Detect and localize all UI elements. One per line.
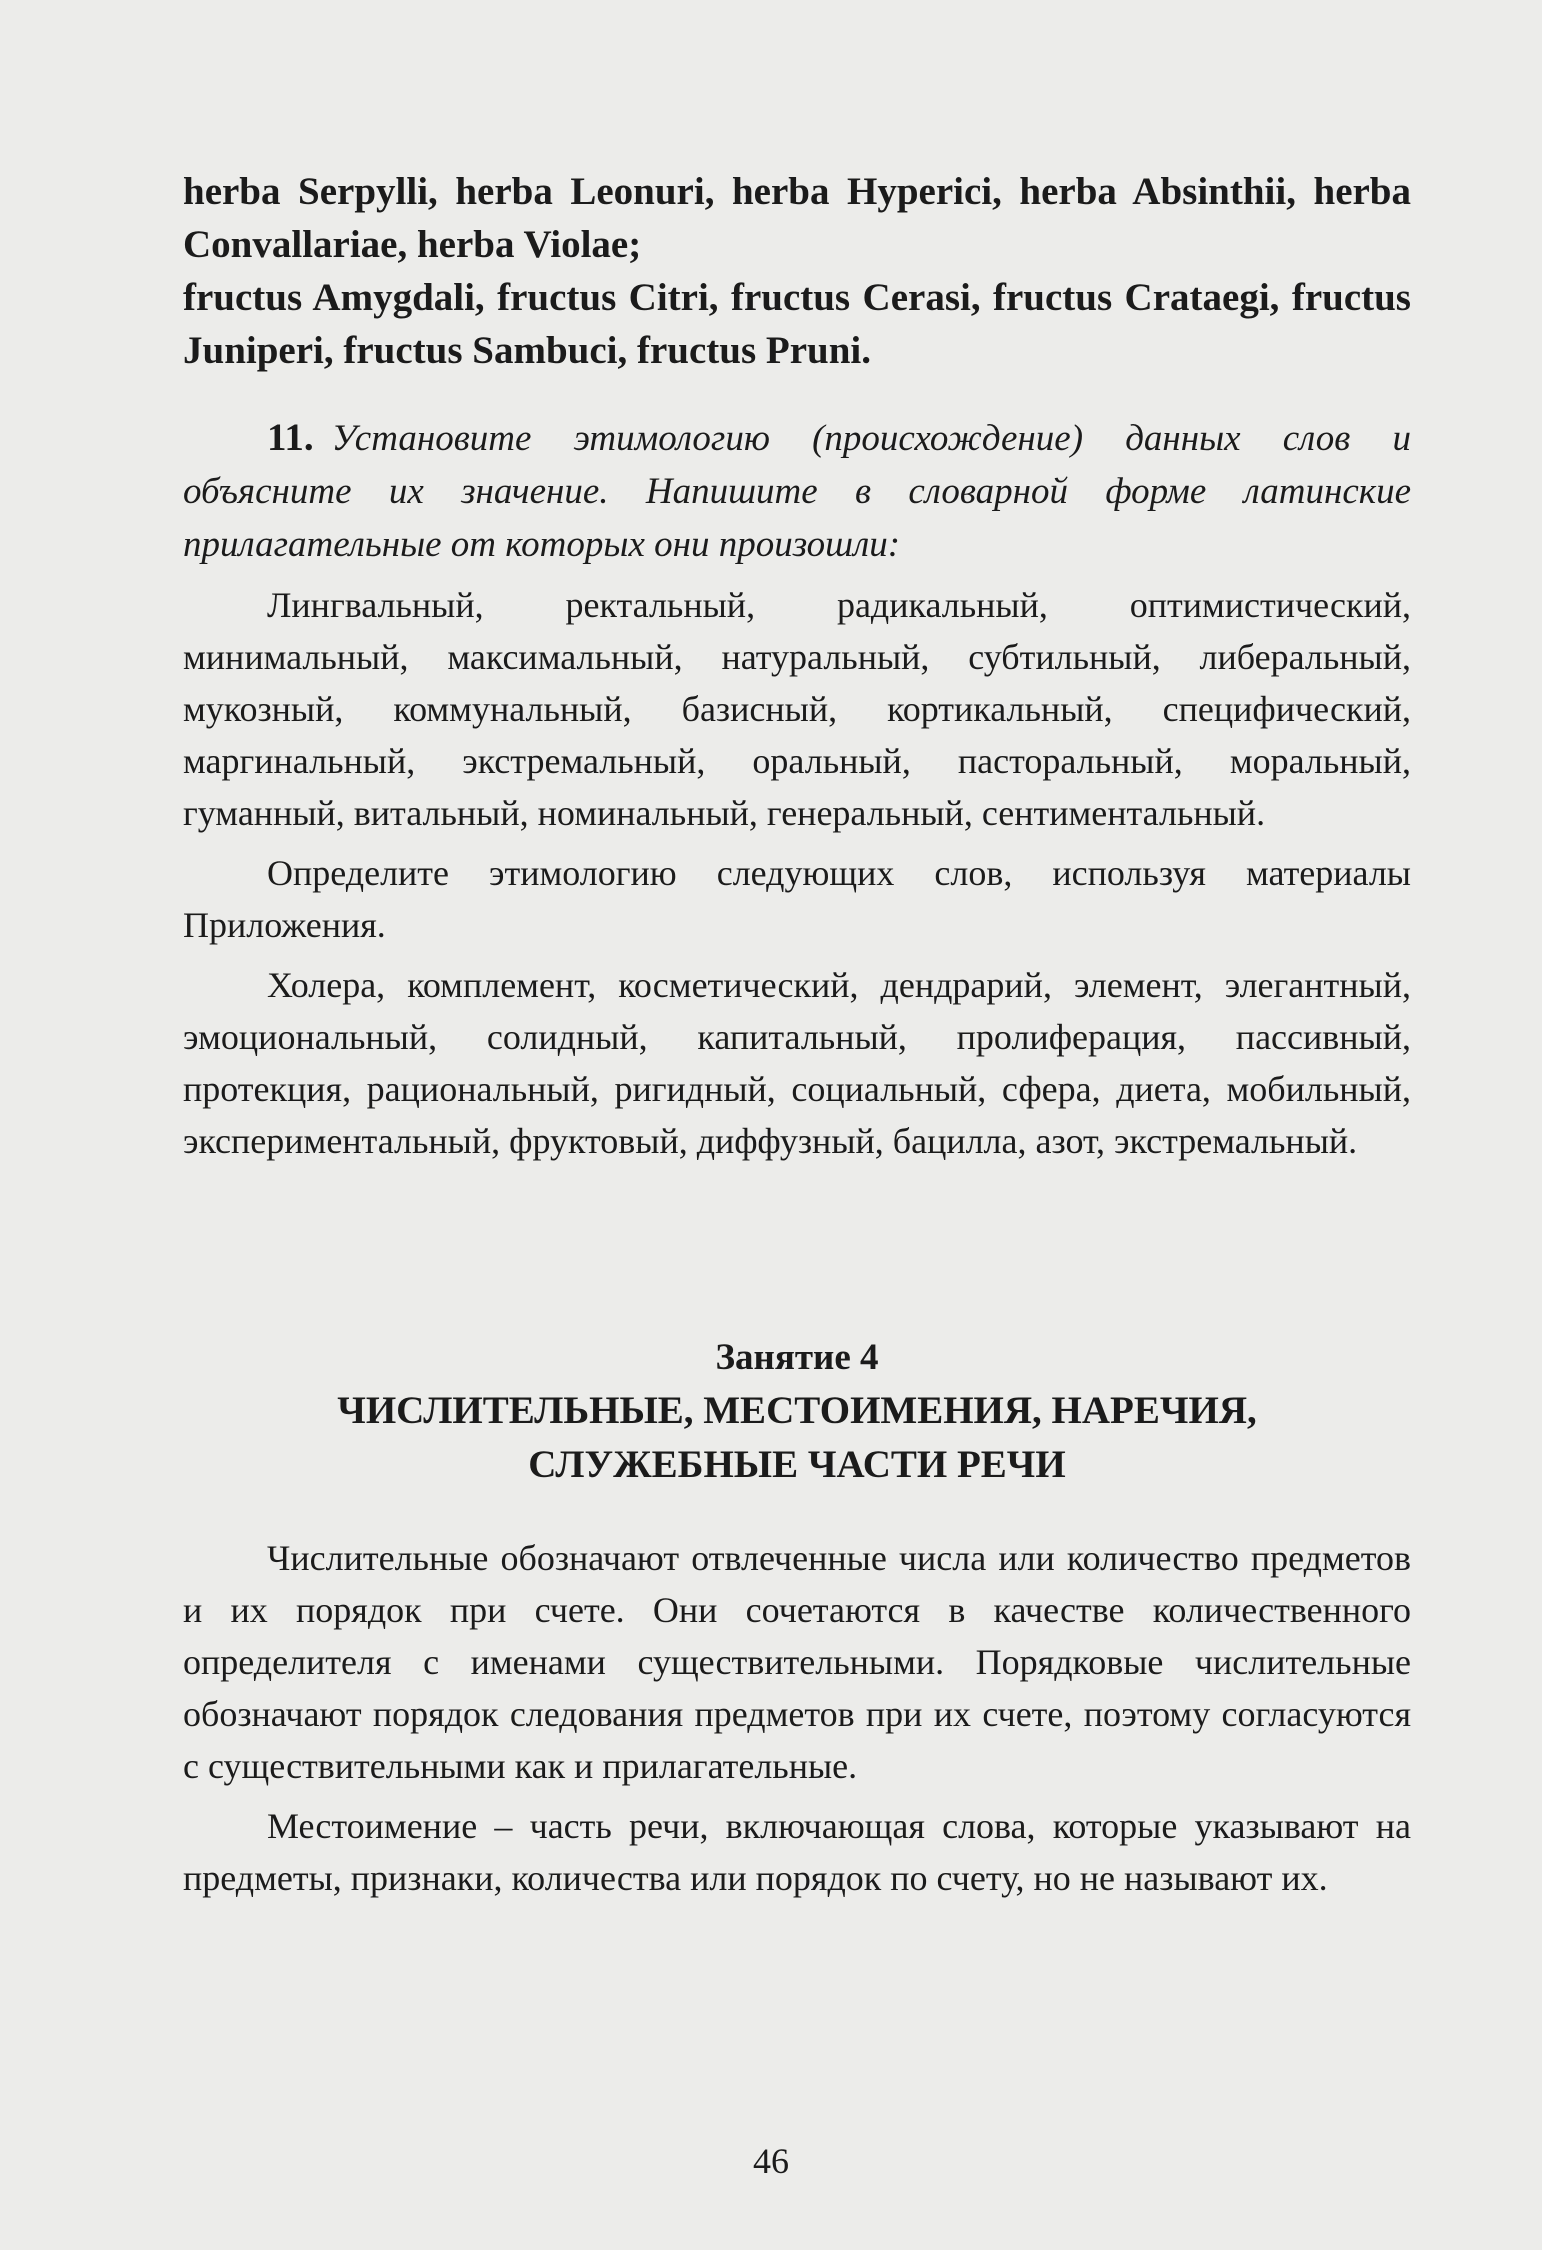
lesson-body [183, 1532, 1411, 1904]
exercise-number: 11. [267, 416, 314, 459]
latin-fructus-list: fructus Amygdali, fructus Citri, fructus Cerasi, fructus Crataegi, fructus Juniperi, fructus Sambuci, fructus Pruni. [183, 276, 1411, 372]
word-list-paragraph-2: Холера, комплемент, косметический, дендрарий, элемент, элегантный, эмоциональный, солидный, капитальный, пролиферация, пассивный, протекция, рациональный, ригидный, социальный, сфера, диета, мобильный, экспериментальный, фруктовый, диффузный, бацилла, азот, экстремальный. [183, 965, 1411, 1161]
latin-herba-list: herba Serpylli, herba Leonuri, herba Hyperici, herba Absinthii, herba Convallariae, herba Violae; [183, 170, 1411, 266]
lesson-heading [183, 1332, 1411, 1492]
page-number: 46 [753, 2141, 789, 2181]
exercise-instruction: Установите этимологию (происхождение) данных слов и объясните их значение. Напишите в словарной форме латинские прилагательные от которых они произошли: [183, 418, 1411, 565]
pronouns-paragraph: Местоимение – часть речи, включающая слова, которые указывают на предметы, признаки, количества или порядок по счету, но не называют их. [183, 1806, 1411, 1898]
lesson-title: ЧИСЛИТЕЛЬНЫЕ, МЕСТОИМЕНИЯ, НАРЕЧИЯ, СЛУЖЕБНЫЕ ЧАСТИ РЕЧИ [337, 1389, 1257, 1486]
lesson-label: Занятие 4 [715, 1337, 879, 1378]
numerals-paragraph: Числительные обозначают отвлеченные числа или количество предметов и их порядок при счете. Они сочетаются в качестве количественного определителя с именами существительными. Порядковые числительные обозначают порядок следования предметов при их счете, поэтому согласуются с существительными как и прилагательные. [183, 1538, 1411, 1786]
instruction-paragraph: Определите этимологию следующих слов, используя материалы Приложения. [183, 853, 1411, 945]
exercise-11 [183, 411, 1411, 571]
text-column [183, 165, 1411, 1904]
word-list-paragraph: Лингвальный, ректальный, радикальный, оптимистический, минимальный, максимальный, натуральный, субтильный, либеральный, мукозный, коммунальный, базисный, кортикальный, специфический, маргинальный, экстремальный, оральный, пасторальный, моральный, гуманный, витальный, номинальный, генеральный, сентиментальный. [183, 585, 1411, 833]
